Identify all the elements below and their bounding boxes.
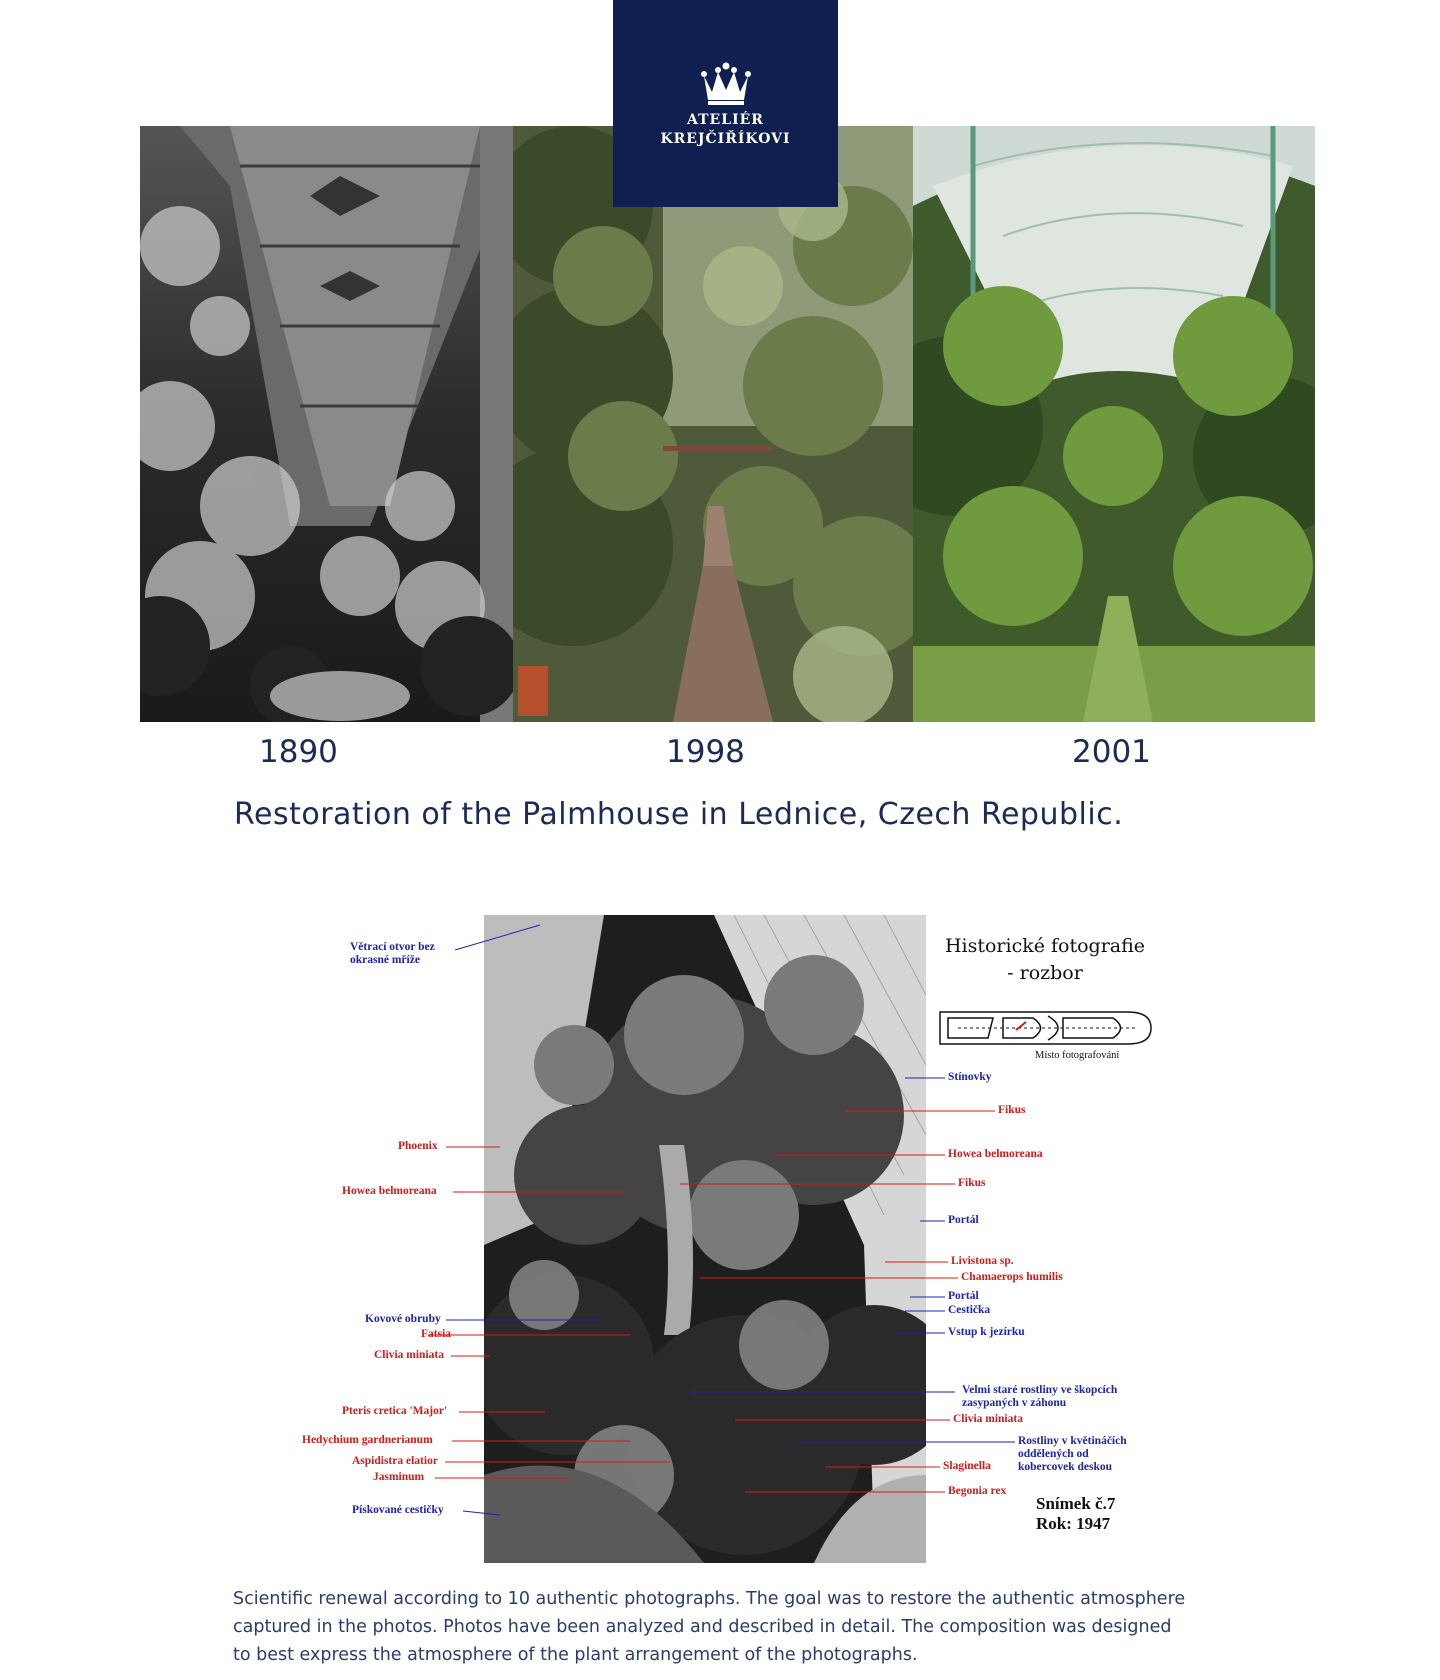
label-fikus-1: Fikus [998, 1104, 1026, 1116]
label-howea-right: Howea belmoreana [948, 1148, 1043, 1160]
description [233, 1585, 1243, 1669]
label-piskovane: Pískované cestičky [352, 1504, 444, 1516]
label-vetraci-otvor: Větrací otvor bez [350, 941, 435, 953]
photo-id-line-1: Snímek č.7 [1036, 1494, 1116, 1513]
label-pteris: Pteris cretica 'Major' [342, 1405, 448, 1417]
label-fikus-2: Fikus [958, 1177, 986, 1189]
label-okrasne-mrize: okrasné mříže [350, 954, 420, 966]
logo-line-1: ATELIÉR [687, 112, 764, 128]
label-clivia-right: Clivia miniata [953, 1413, 1023, 1425]
year-label-1890: 1890 [259, 734, 338, 770]
photo-id [1036, 1494, 1115, 1534]
logo-line-2: KREJČIŘÍKOVI [660, 131, 791, 147]
label-slaginella: Slaginella [943, 1460, 991, 1472]
label-hedychium: Hedychium gardnerianum [302, 1434, 433, 1446]
label-vstup-k-jezirku: Vstup k jezírku [948, 1326, 1025, 1338]
plan-caption: Místo fotografování [1035, 1050, 1120, 1061]
label-livistona: Livistona sp. [951, 1255, 1014, 1267]
label-zasypanych: zasypaných v záhonu [962, 1397, 1067, 1409]
label-phoenix: Phoenix [398, 1140, 438, 1152]
label-aspidistra: Aspidistra elatior [352, 1455, 438, 1467]
label-howea-left: Howea belmoreana [342, 1185, 437, 1197]
label-velmi-stare: Velmi staré rostliny ve škopcích [962, 1384, 1118, 1396]
label-clivia-left: Clivia miniata [374, 1349, 444, 1361]
label-kovove-obruby: Kovové obruby [365, 1313, 441, 1325]
analysis-heading-1: Historické fotografie [944, 935, 1146, 957]
analysis-heading-2: - rozbor [1007, 962, 1083, 984]
label-cesticka: Cestička [948, 1304, 991, 1316]
label-chamaerops: Chamaerops humilis [961, 1271, 1063, 1283]
description-line-1: Scientific renewal according to 10 authentic photographs. The goal was to restore the authentic atmosphere [233, 1589, 1186, 1609]
label-rostliny: Rostliny v květináčích [1018, 1435, 1127, 1447]
label-begonia: Begonia rex [948, 1485, 1007, 1497]
year-label-1998: 1998 [666, 734, 745, 770]
label-portal-2: Portál [948, 1290, 979, 1302]
floor-plan-diagram [938, 1008, 1153, 1048]
page-title: Restoration of the Palmhouse in Lednice, Czech Republic. [234, 797, 1124, 832]
description-line-3: to best express the atmosphere of the plant arrangement of the photographs. [233, 1645, 918, 1665]
label-fatsia: Fatsia [421, 1328, 452, 1340]
label-jasminum: Jasminum [373, 1471, 425, 1483]
label-stinovky: Stínovky [948, 1071, 992, 1083]
label-oddelenych: oddělených od [1018, 1448, 1089, 1460]
description-line-2: captured in the photos. Photos have been analyzed and described in detail. The composition was designed [233, 1617, 1172, 1637]
year-label-2001: 2001 [1072, 734, 1151, 770]
label-kobercovek: kobercovek deskou [1018, 1461, 1113, 1473]
photo-id-line-2: Rok: 1947 [1036, 1514, 1111, 1533]
label-portal-1: Portál [948, 1214, 979, 1226]
